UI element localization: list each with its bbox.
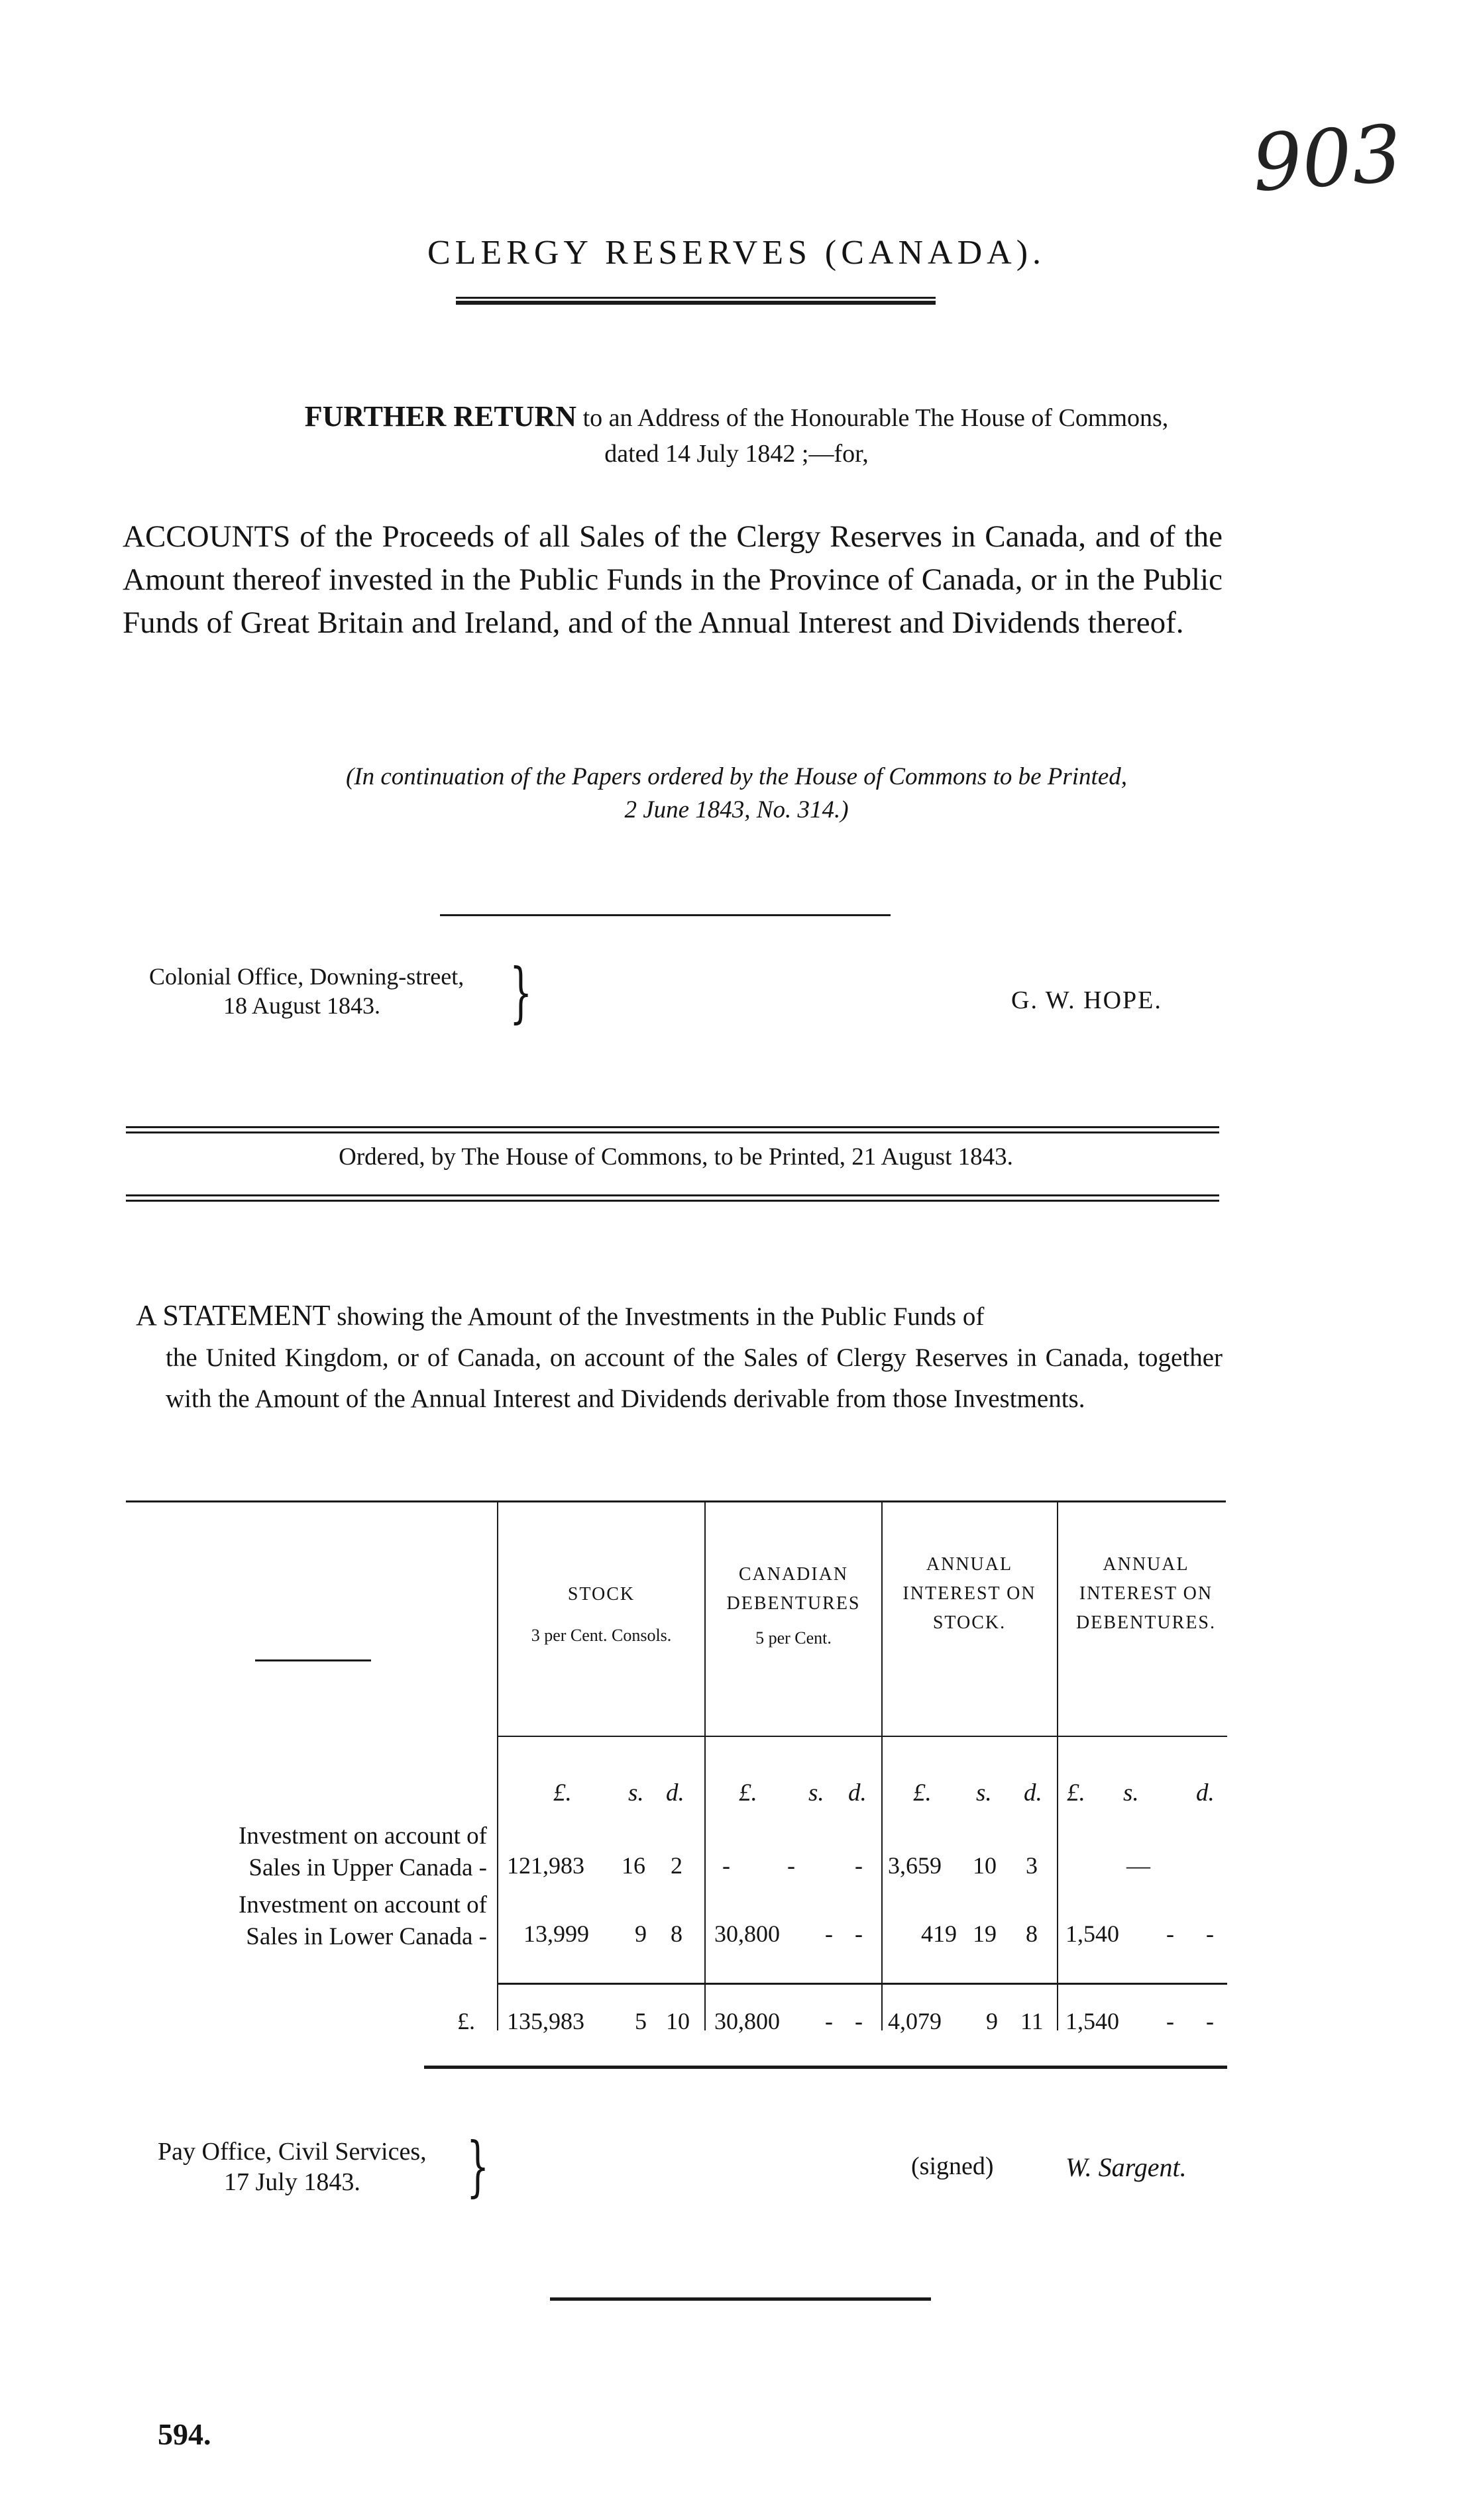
header-canadian-title: CANADIAN DEBENTURES — [726, 1564, 861, 1614]
unit-pence: d. — [1196, 1779, 1215, 1807]
further-return-line1: to an Address of the Honourable The House of Commons, — [582, 404, 1169, 432]
header-interest-debentures: ANNUAL INTEREST ON DEBENTURES. — [1076, 1554, 1216, 1633]
row-label-line2: Sales in Upper Canada - — [248, 1854, 487, 1881]
cell-stock-pence: 2 — [671, 1852, 682, 1879]
row-label-lower-canada — [133, 1889, 487, 1953]
ordered-rule-top — [126, 1126, 1219, 1128]
cell-interest-debentures-pence: - — [1206, 1920, 1214, 1947]
office-line2: 18 August 1843. — [223, 992, 381, 1019]
row-label-line1: Investment on account of — [238, 1891, 487, 1918]
statement-paragraph — [136, 1295, 1223, 1420]
total-interest-debentures-pounds: 1,540 — [1065, 2008, 1119, 2034]
further-return-lead: FURTHER RETURN — [304, 400, 577, 433]
row-label-upper-canada — [133, 1820, 487, 1884]
cell-stock-pounds: 121,983 — [507, 1852, 584, 1879]
ordered-rule-top-2 — [126, 1131, 1219, 1133]
header-stock — [498, 1580, 704, 1650]
unit-pound: £. — [553, 1779, 572, 1807]
colonial-office-address — [149, 962, 464, 1020]
ordered-rule-bottom-2 — [126, 1200, 1219, 1202]
cell-canadian-pounds: 30,800 — [714, 1920, 780, 1947]
continuation-line1: (In continuation of the Papers ordered by the House of Commons to be Printed, — [345, 763, 1128, 790]
table-top-rule — [126, 1500, 1226, 1502]
unit-shilling: s. — [808, 1779, 824, 1807]
accounts-lead: ACCOUNTS — [123, 519, 291, 554]
folio-number: 594. — [158, 2417, 211, 2451]
ordered-rule-bottom — [126, 1194, 1219, 1196]
header-stock-sub: 3 per Cent. Consols. — [531, 1626, 672, 1645]
unit-pence: d. — [848, 1779, 867, 1807]
title-rule — [456, 297, 936, 299]
cell-interest-debentures: — — [1126, 1852, 1150, 1879]
brace-glyph: } — [466, 2129, 490, 2205]
title-rule-thick — [456, 301, 936, 305]
statement-lead: A STATEMENT — [136, 1299, 331, 1332]
ordered-line: Ordered, by The House of Commons, to be Printed, 21 August 1843. — [339, 1143, 1013, 1171]
further-return-line2: dated 14 July 1842 ;—for, — [604, 440, 869, 468]
cell-interest-stock-shillings: 19 — [973, 1920, 997, 1947]
cell-interest-debentures-shillings: - — [1166, 1920, 1174, 1947]
stub-dash — [255, 1659, 371, 1661]
col-divider — [704, 1500, 706, 2030]
total-stock-shillings: 5 — [635, 2008, 647, 2034]
accounts-text: of the Proceeds of all Sales of the Clergy Reserves in Canada, and of the Amount thereof invested in the Public Funds in the Province of Canada, or in the Public Funds of Great Britain and Ireland, and of the Annual Interest and Dividends thereof. — [123, 519, 1223, 640]
section-divider — [440, 914, 891, 916]
row-label-line1: Investment on account of — [238, 1822, 487, 1850]
brace-glyph: } — [510, 955, 533, 1031]
total-canadian-shillings: - — [825, 2008, 833, 2034]
signer-name: W. Sargent. — [1065, 2152, 1187, 2182]
total-rule — [498, 1983, 1227, 1985]
cell-interest-stock-pounds: 419 — [921, 1920, 957, 1947]
cell-canadian-pence: - — [855, 1852, 863, 1879]
statement-rest: the United Kingdom, or of Canada, on account of the Sales of Clergy Reserves in Canada, together with the Amount of the Annual Interest and Dividends derivable from those Investments. — [166, 1343, 1223, 1413]
total-interest-debentures-pence: - — [1206, 2008, 1214, 2034]
unit-shilling: s. — [1123, 1779, 1139, 1807]
header-canadian — [719, 1560, 868, 1653]
cell-stock-shillings: 9 — [635, 1920, 647, 1947]
unit-pence: d. — [666, 1779, 684, 1807]
cell-interest-stock-pounds: 3,659 — [888, 1852, 942, 1879]
cell-interest-stock-pence: 3 — [1026, 1852, 1038, 1879]
statement-line1: showing the Amount of the Investments in the Public Funds of — [337, 1302, 985, 1331]
pay-office-line2: 17 July 1843. — [224, 2168, 360, 2196]
table-header-rule — [498, 1736, 1227, 1737]
cell-interest-debentures-pounds: 1,540 — [1065, 1920, 1119, 1947]
total-interest-debentures-shillings: - — [1166, 2008, 1174, 2034]
continuation-line2: 2 June 1843, No. 314.) — [624, 796, 849, 823]
signatory-name: G. W. HOPE. — [1011, 986, 1162, 1014]
header-interest-stock: ANNUAL INTEREST ON STOCK. — [902, 1554, 1036, 1633]
total-interest-stock-shillings: 9 — [986, 2008, 998, 2034]
total-label: £. — [457, 2008, 475, 2034]
document-title: CLERGY RESERVES (CANADA). — [427, 234, 1046, 272]
signed-note: (signed) — [911, 2152, 994, 2180]
unit-pound: £. — [913, 1779, 932, 1807]
cell-canadian-pence: - — [855, 1920, 863, 1947]
cell-stock-pounds: 13,999 — [523, 1920, 589, 1947]
unit-pence: d. — [1024, 1779, 1042, 1807]
total-stock-pounds: 135,983 — [507, 2008, 584, 2034]
handwritten-page-number: 903 — [1249, 107, 1405, 209]
table-bottom-rule — [424, 2066, 1227, 2069]
total-interest-stock-pounds: 4,079 — [888, 2008, 942, 2034]
unit-pound: £. — [1067, 1779, 1085, 1807]
row-label-line2: Sales in Lower Canada - — [246, 1923, 487, 1950]
header-canadian-sub: 5 per Cent. — [755, 1628, 832, 1648]
pay-office-address — [158, 2136, 427, 2197]
cell-stock-pence: 8 — [671, 1920, 682, 1947]
unit-shilling: s. — [628, 1779, 644, 1807]
header-stock-title: STOCK — [567, 1584, 635, 1604]
total-canadian-pounds: 30,800 — [714, 2008, 780, 2034]
col-divider — [1057, 1500, 1058, 2030]
total-interest-stock-pence: 11 — [1020, 2008, 1044, 2034]
further-return-heading — [133, 399, 1340, 472]
continuation-note — [133, 761, 1340, 827]
cell-interest-stock-shillings: 10 — [973, 1852, 997, 1879]
total-stock-pence: 10 — [666, 2008, 690, 2034]
cell-canadian-pounds: - — [722, 1852, 730, 1879]
pay-office-line1: Pay Office, Civil Services, — [158, 2138, 427, 2166]
closing-rule — [550, 2297, 931, 2301]
unit-pound: £. — [739, 1779, 757, 1807]
cell-stock-shillings: 16 — [622, 1852, 645, 1879]
cell-canadian-shillings: - — [787, 1852, 795, 1879]
cell-canadian-shillings: - — [825, 1920, 833, 1947]
office-line1: Colonial Office, Downing-street, — [149, 963, 464, 990]
accounts-paragraph — [123, 515, 1223, 645]
cell-interest-stock-pence: 8 — [1026, 1920, 1038, 1947]
unit-shilling: s. — [976, 1779, 992, 1807]
total-canadian-pence: - — [855, 2008, 863, 2034]
col-divider — [881, 1500, 883, 2030]
